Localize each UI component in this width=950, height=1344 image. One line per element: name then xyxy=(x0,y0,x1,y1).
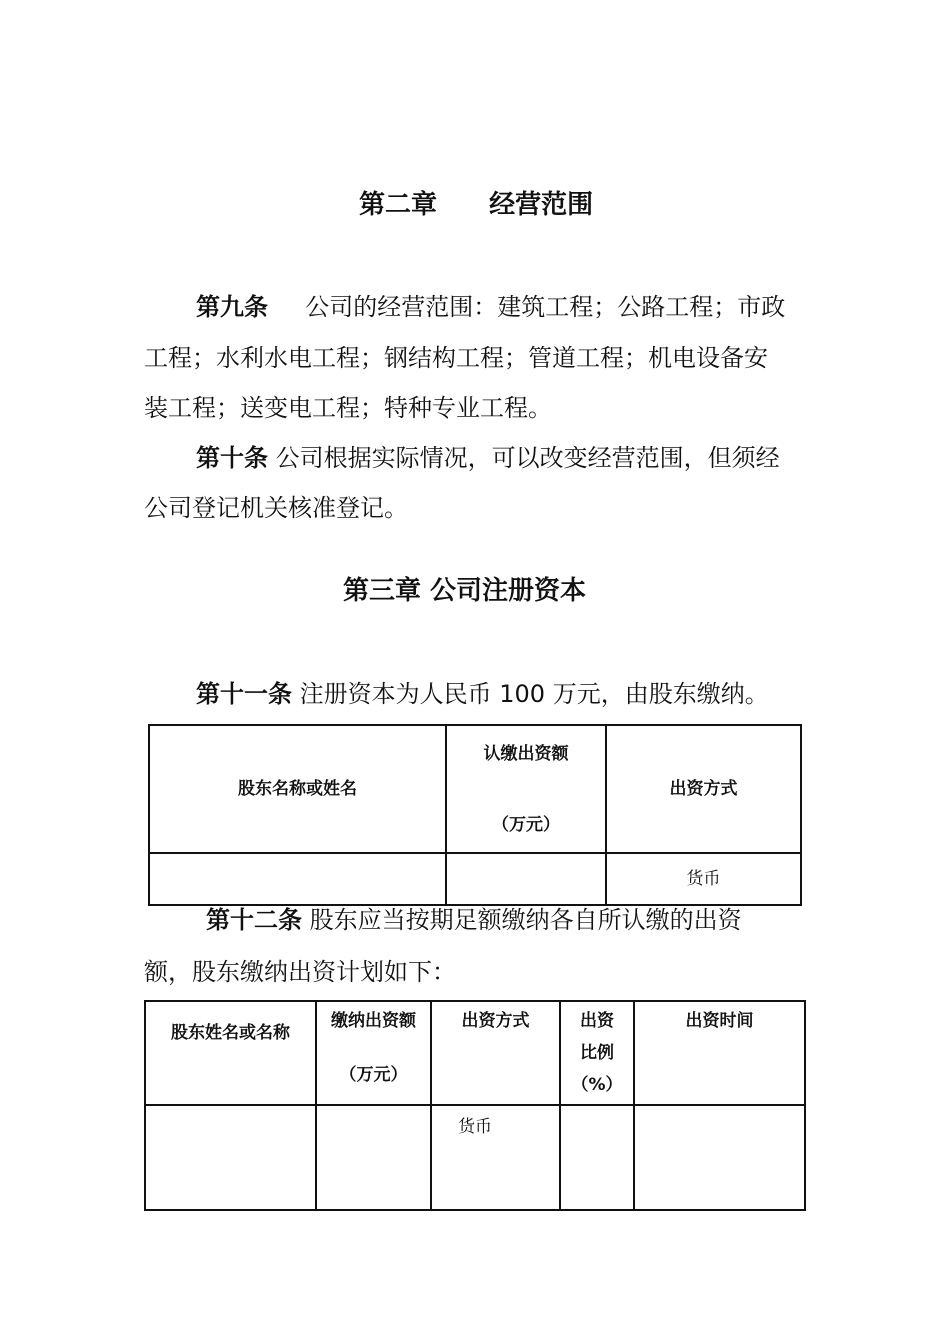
article-12-line-1 xyxy=(206,900,742,935)
chapter-3-heading: 第三章 公司注册资本 xyxy=(343,576,587,606)
chapter-2-title: 经营范围 xyxy=(489,190,594,220)
header-ratio-line-2: 比例 xyxy=(580,1043,614,1063)
header-ratio-line-3: （%） xyxy=(571,1075,623,1095)
header-contribution-method: 出资方式 xyxy=(669,779,738,799)
table-row xyxy=(145,1105,805,1210)
plan-table-header-time xyxy=(634,1001,805,1105)
article-11-line xyxy=(196,674,769,709)
article-9-line-3: 装工程；送变电工程；特种专业工程。 xyxy=(144,394,552,422)
capital-table-header-amount xyxy=(446,725,606,853)
plan-table-cell-name xyxy=(145,1105,316,1210)
capital-table xyxy=(148,724,802,906)
article-9-label: 第九条 xyxy=(196,293,268,321)
header-paid-amount: 缴纳出资额 xyxy=(331,1011,416,1031)
header-amount-unit: （万元） xyxy=(492,815,560,835)
header-contribution-time: 出资时间 xyxy=(685,1011,754,1031)
plan-table-header-method xyxy=(431,1001,560,1105)
capital-table-header-name xyxy=(149,725,446,853)
article-10-label: 第十条 xyxy=(196,444,268,472)
plan-table-cell-time xyxy=(634,1105,805,1210)
article-9-line-1 xyxy=(196,287,785,322)
capital-table-cell-method xyxy=(606,853,801,905)
capital-table-header-row xyxy=(149,725,801,853)
article-10-line-2: 公司登记机关核准登记。 xyxy=(144,494,408,522)
article-12-label: 第十二条 xyxy=(206,906,302,934)
chapter-2-number: 第二章 xyxy=(359,190,438,220)
plan-table-cell-ratio xyxy=(560,1105,634,1210)
table-row xyxy=(149,853,801,905)
article-9-line-2: 工程；水利水电工程；钢结构工程；管道工程；机电设备安 xyxy=(144,344,768,372)
cell-method-currency: 货币 xyxy=(686,869,721,889)
plan-table-header-amount xyxy=(316,1001,431,1105)
header-contribution-method-2: 出资方式 xyxy=(461,1011,530,1031)
capital-table-cell-name xyxy=(149,853,446,905)
article-10-text-1: 公司根据实际情况，可以改变经营范围，但须经 xyxy=(275,444,780,472)
header-shareholder-name: 股东名称或姓名 xyxy=(238,779,357,799)
header-subscribed-amount: 认缴出资额 xyxy=(483,744,569,764)
chapter-2-heading xyxy=(359,184,593,221)
plan-table-header-name xyxy=(145,1001,316,1105)
header-ratio-line-1: 出资 xyxy=(580,1011,614,1031)
article-12-line-2: 额，股东缴纳出资计划如下： xyxy=(144,958,456,986)
contribution-plan-table xyxy=(144,1000,806,1211)
capital-table-header-method xyxy=(606,725,801,853)
header-paid-amount-unit: （万元） xyxy=(339,1065,408,1085)
article-11-label: 第十一条 xyxy=(196,680,292,708)
article-11-text: 注册资本为人民币 100 万元，由股东缴纳。 xyxy=(299,680,769,708)
plan-table-header-row xyxy=(145,1001,805,1105)
article-12-text-1: 股东应当按期足额缴纳各自所认缴的出资 xyxy=(309,906,742,934)
plan-table-cell-amount xyxy=(316,1105,431,1210)
article-9-text-1: 公司的经营范围：建筑工程；公路工程；市政 xyxy=(305,293,786,321)
plan-cell-method-currency: 货币 xyxy=(458,1117,492,1137)
article-10-line-1 xyxy=(196,438,780,473)
plan-table-cell-method xyxy=(431,1105,560,1210)
capital-table-cell-amount xyxy=(446,853,606,905)
header-shareholder-name-2: 股东姓名或名称 xyxy=(171,1023,290,1043)
plan-table-header-ratio xyxy=(560,1001,634,1105)
